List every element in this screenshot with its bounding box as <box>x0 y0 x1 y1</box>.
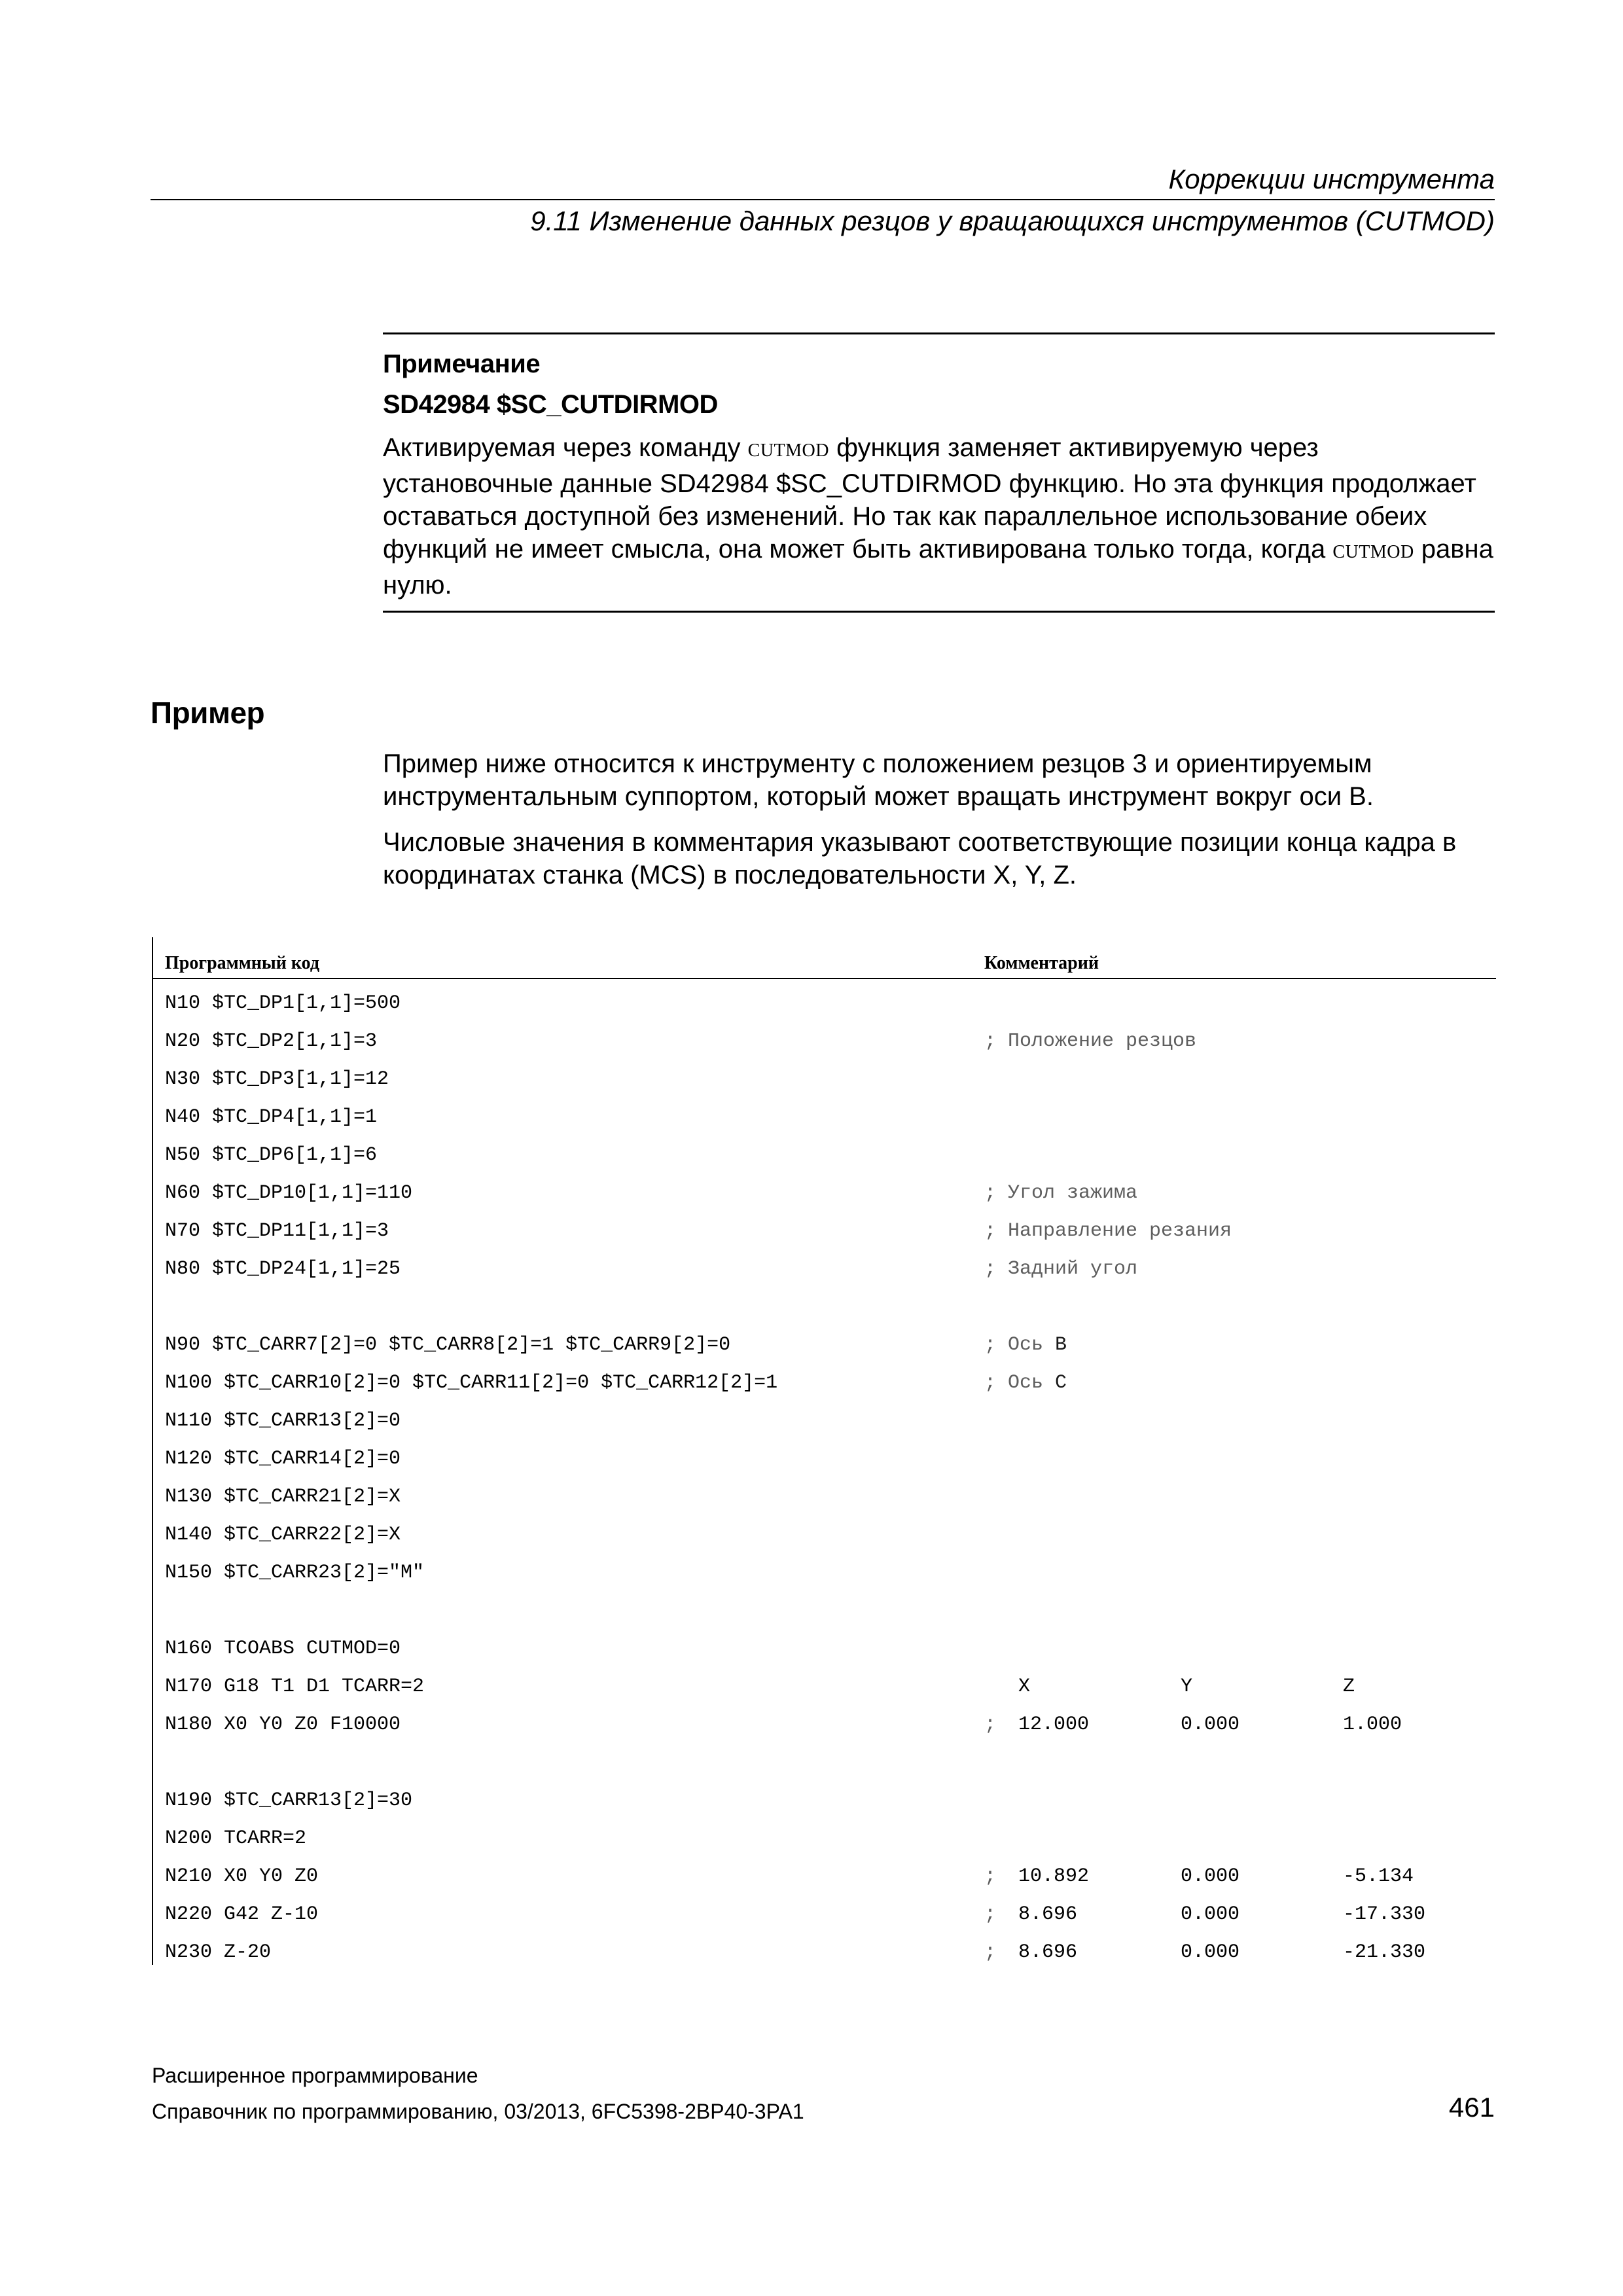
coord-z-value: -5.134 <box>1343 1865 1414 1888</box>
note-box <box>383 332 1495 613</box>
code-text: N150 $TC_CARR23[2]="M" <box>165 1562 425 1584</box>
code-line <box>153 1106 1496 1132</box>
code-text: N10 $TC_DP1[1,1]=500 <box>165 992 401 1014</box>
code-table-header <box>153 952 1496 979</box>
code-line <box>153 1827 1496 1854</box>
comment-text: ; Ось <box>984 1372 1056 1394</box>
code-line <box>153 1030 1496 1056</box>
code-text: N200 TCARR=2 <box>165 1827 307 1850</box>
comment-text: ; Ось <box>984 1334 1056 1356</box>
header-rule <box>151 199 1495 200</box>
note-keyword-2: CUTMOD <box>1332 542 1414 562</box>
code-table <box>152 937 1496 1965</box>
code-line <box>153 1562 1496 1588</box>
code-comment: ; Направление резания <box>984 1220 1232 1242</box>
code-line <box>153 992 1496 1018</box>
code-line <box>153 1258 1496 1284</box>
code-text: N220 G42 Z-10 <box>165 1903 319 1926</box>
code-text: N20 $TC_DP2[1,1]=3 <box>165 1030 378 1052</box>
coord-z-value: -21.330 <box>1343 1941 1426 1964</box>
coord-x-value: 8.696 <box>1018 1903 1078 1926</box>
comment-axis: C <box>1055 1372 1067 1394</box>
code-text: N140 $TC_CARR22[2]=X <box>165 1524 401 1546</box>
coord-x-value: 8.696 <box>1018 1941 1078 1964</box>
code-line <box>153 1372 1496 1398</box>
comment-marker: ; <box>984 1941 997 1964</box>
code-comment: ; Угол зажима <box>984 1182 1138 1204</box>
code-line <box>153 1410 1496 1436</box>
comment-axis: B <box>1055 1334 1067 1356</box>
section-paragraph-2: Числовые значения в комментария указывают соответствующие позиции конца кадра в координатах станка (MCS) в последовательности X, Y, Z. <box>383 828 1457 889</box>
code-text: N40 $TC_DP4[1,1]=1 <box>165 1106 378 1128</box>
code-comment: ; Задний угол <box>984 1258 1138 1280</box>
code-text: N180 X0 Y0 Z0 F10000 <box>165 1713 401 1736</box>
code-text: N110 $TC_CARR13[2]=0 <box>165 1410 401 1432</box>
code-text: N70 $TC_DP11[1,1]=3 <box>165 1220 389 1242</box>
code-line <box>153 1068 1496 1094</box>
coord-x-value: 10.892 <box>1018 1865 1090 1888</box>
note-body <box>383 431 1495 601</box>
code-text: N120 $TC_CARR14[2]=0 <box>165 1448 401 1470</box>
code-line <box>153 1638 1496 1664</box>
note-subheading: SD42984 $SC_CUTDIRMOD <box>383 390 718 419</box>
code-text: N30 $TC_DP3[1,1]=12 <box>165 1068 389 1090</box>
comment-marker: ; <box>984 1713 997 1736</box>
note-heading: Примечание <box>383 350 541 378</box>
code-text: N230 Z-20 <box>165 1941 272 1964</box>
footer-book-details: Справочник по программированию, 03/2013, 6FC5398-2BP40-3PA1 <box>152 2100 804 2123</box>
code-text: N190 $TC_CARR13[2]=30 <box>165 1789 413 1812</box>
code-text: N100 $TC_CARR10[2]=0 $TC_CARR11[2]=0 $TC_CARR12[2]=1 <box>165 1372 778 1394</box>
code-comment: ; Положение резцов <box>984 1030 1197 1052</box>
code-line <box>153 1676 1496 1702</box>
coord-z-value: -17.330 <box>1343 1903 1426 1926</box>
code-text: N160 TCOABS CUTMOD=0 <box>165 1638 401 1660</box>
code-text: N50 $TC_DP6[1,1]=6 <box>165 1144 378 1166</box>
code-line <box>153 1903 1496 1929</box>
code-line <box>153 1941 1496 1967</box>
coord-y-label: Y <box>1181 1676 1193 1698</box>
code-comment <box>984 1334 1067 1356</box>
code-line <box>153 1334 1496 1360</box>
running-header-title: Коррекции инструмента <box>1168 164 1495 194</box>
coord-y-value: 0.000 <box>1181 1865 1240 1888</box>
note-text-1: Активируемая через команду <box>383 433 748 462</box>
code-line <box>153 1713 1496 1740</box>
coord-z-label: Z <box>1343 1676 1355 1698</box>
coord-z-value: 1.000 <box>1343 1713 1402 1736</box>
code-line <box>153 1789 1496 1816</box>
code-line <box>153 1486 1496 1512</box>
code-text: N80 $TC_DP24[1,1]=25 <box>165 1258 401 1280</box>
code-text: N60 $TC_DP10[1,1]=110 <box>165 1182 413 1204</box>
section-heading: Пример <box>151 696 265 730</box>
coord-x-value: 12.000 <box>1018 1713 1090 1736</box>
code-text: N170 G18 T1 D1 TCARR=2 <box>165 1676 425 1698</box>
code-line <box>153 1865 1496 1892</box>
code-text: N210 X0 Y0 Z0 <box>165 1865 319 1888</box>
header-program-code: Программный код <box>165 953 320 973</box>
coord-y-value: 0.000 <box>1181 1941 1240 1964</box>
coord-x-label: X <box>1018 1676 1031 1698</box>
code-line <box>153 1220 1496 1246</box>
note-text-3: равна нулю. <box>383 535 1493 600</box>
comment-marker: ; <box>984 1865 997 1888</box>
code-comment <box>984 1372 1067 1394</box>
footer-book-title: Расширенное программирование <box>152 2064 478 2087</box>
code-text: N90 $TC_CARR7[2]=0 $TC_CARR8[2]=1 $TC_CARR9[2]=0 <box>165 1334 731 1356</box>
page-number: 461 <box>1448 2092 1495 2123</box>
note-keyword-1: CUTMOD <box>747 440 829 461</box>
section-paragraph-1: Пример ниже относится к инструменту с положением резцов 3 и ориентируемым инструментальным суппортом, который может вращать инструмент вокруг оси B. <box>383 749 1374 811</box>
code-line <box>153 1524 1496 1550</box>
running-header-subtitle: 9.11 Изменение данных резцов у вращающихся инструментов (CUTMOD) <box>530 206 1495 236</box>
code-line <box>153 1144 1496 1170</box>
code-text: N130 $TC_CARR21[2]=X <box>165 1486 401 1508</box>
code-line <box>153 1448 1496 1474</box>
coord-y-value: 0.000 <box>1181 1903 1240 1926</box>
coord-y-value: 0.000 <box>1181 1713 1240 1736</box>
note-text-2: функция заменяет активируемую через установочные данные SD42984 $SC_CUTDIRMOD функцию. Но эта функция продолжает оставаться доступной без изменений. Но так как параллельное использование обеих функций не имеет смысла, она может быть активирована только тогда, когда <box>383 433 1476 564</box>
code-line <box>153 1182 1496 1208</box>
comment-marker: ; <box>984 1903 997 1926</box>
header-comment: Комментарий <box>984 953 1099 973</box>
